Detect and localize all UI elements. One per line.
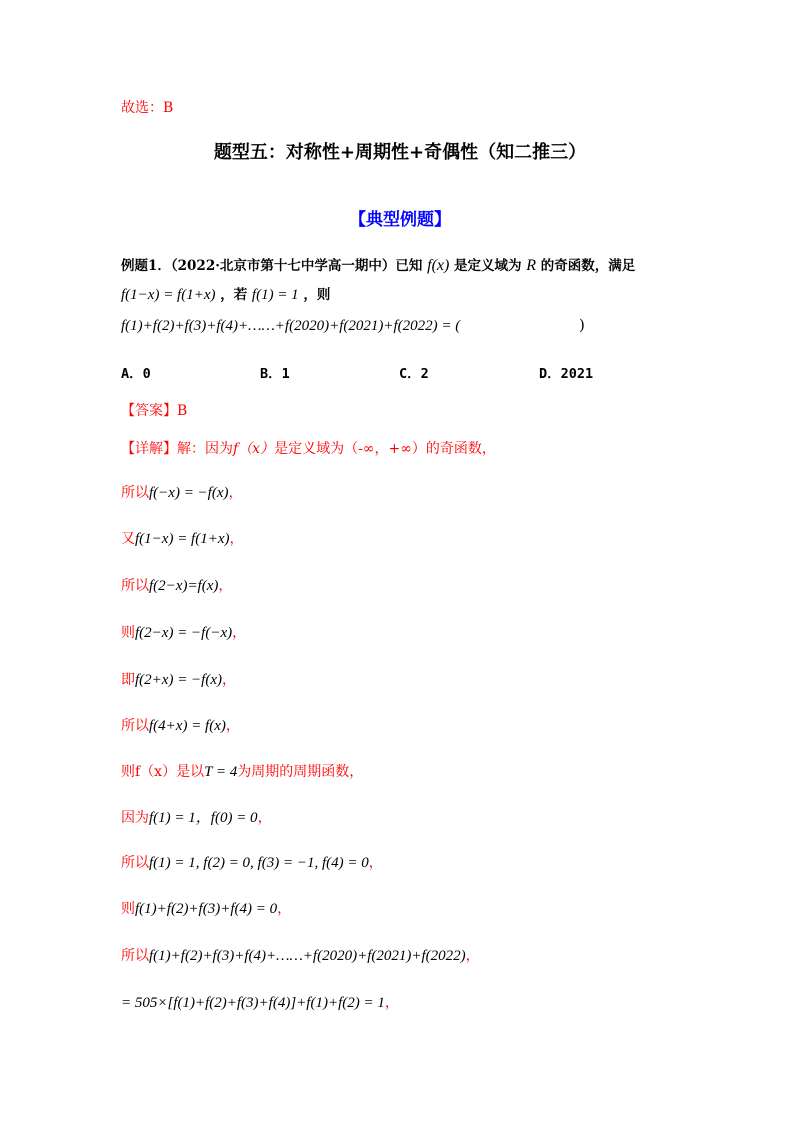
detail-rest: 是定义域为（-∞，+∞）的奇函数， <box>274 441 496 457</box>
sum-line: 所以f(1)+f(2)+f(3)+f(4)+……+f(2020)+f(2021)+f(2022)， <box>121 948 480 964</box>
answer-label: 【答案】B <box>121 403 188 419</box>
example-mid2: 的奇函数，满足 <box>540 258 636 274</box>
step-line: 又f(1−x) = f(1+x)， <box>121 531 244 547</box>
condition-f1: f(1) = 1 <box>251 287 299 303</box>
example-condition <box>121 283 330 304</box>
detail-text: 解：因为 <box>177 441 233 457</box>
subsection-title: 【典型例题】 <box>349 210 451 230</box>
example-mid1: 是定义域为 <box>454 258 522 274</box>
period-line: 则f（x）是以T = 4为周期的周期函数， <box>121 764 364 780</box>
option-b: B．1 <box>260 366 290 382</box>
answer-blank-close: ) <box>579 316 585 334</box>
example-question <box>121 254 635 275</box>
values-line: 所以f(1) = 1, f(2) = 0, f(3) = −1, f(4) = 0， <box>121 855 383 871</box>
detail-head: 【详解】 <box>121 441 177 457</box>
step-line: 则f(2−x) = −f(−x)， <box>121 625 247 641</box>
example-R: R <box>526 257 537 274</box>
option-c: C．2 <box>399 366 429 382</box>
because-line: 因为f(1) = 1，f(0) = 0， <box>121 810 272 826</box>
condition-equation: f(1−x) = f(1+x) <box>121 287 216 303</box>
step-line: 即f(2+x) = −f(x)， <box>121 672 236 688</box>
detail-intro <box>121 438 496 458</box>
section-title: 题型五：对称性+周期性+奇偶性（知二推三） <box>213 142 587 163</box>
condition-mid: ，若 <box>220 287 248 303</box>
option-a: A．0 <box>121 366 151 382</box>
condition-end: ，则 <box>303 287 331 303</box>
sum4-line: 则f(1)+f(2)+f(3)+f(4) = 0， <box>121 901 292 917</box>
example-fx: f(x) <box>427 257 450 274</box>
step-line: 所以f(4+x) = f(x)， <box>121 718 240 734</box>
example-label: 例题1．（2022·北京市第十七中学高一期中）已知 <box>121 258 423 274</box>
example-sum <box>121 316 585 335</box>
top-answer: 故选：B <box>121 100 174 116</box>
step-line: 所以f(−x) = −f(x)， <box>121 485 243 501</box>
step-line: 所以f(2−x)=f(x)， <box>121 578 233 594</box>
final-line: = 505×[f(1)+f(2)+f(3)+f(4)]+f(1)+f(2) = 1， <box>121 995 399 1011</box>
detail-fx: f（x） <box>233 441 275 457</box>
option-d: D．2021 <box>539 366 594 382</box>
sum-expression: f(1)+f(2)+f(3)+f(4)+……+f(2020)+f(2021)+f(2022) = ( <box>121 318 461 334</box>
